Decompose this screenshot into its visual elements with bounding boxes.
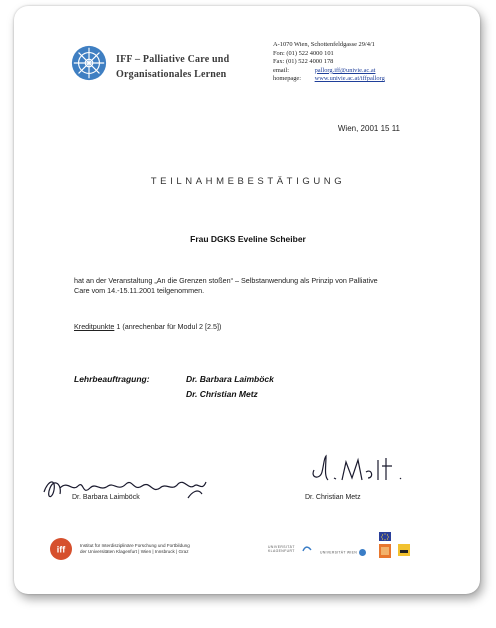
signature-name: Dr. Christian Metz [305,494,361,501]
homepage-row [273,75,423,84]
organisation-name [116,52,266,82]
footer-line-2: der Universitäten Klagenfurt | Wien | Innsbruck | Graz [80,549,189,554]
homepage-link[interactable]: www.univie.ac.at/iffpallorg [314,75,385,83]
signature-name: Dr. Barbara Laimböck [72,494,140,501]
email-row [273,67,423,76]
lecturer-name: Dr. Christian Metz [186,389,258,399]
eu-flag-logo [379,532,391,558]
partner-logo [398,544,410,556]
organisation-name-line-1: IFF – Palliative Care und [116,54,230,65]
email-label: email: [273,66,289,74]
organisation-name-line-2: Organisationales Lernen [116,69,227,80]
institute-footer [80,543,190,555]
university-logo-text: KLAGENFURT [268,549,295,553]
signature-metz [306,452,416,486]
footer-line-1: Institut für Interdisziplinäre Forschung und Fortbildung [80,543,190,548]
body-text: hat an der Veranstaltung „An die Grenzen stoßen“ – Selbstanwendung als Prinzip von Palliative Care vom 14.-15.11.2001 teilgenommen. [74,276,378,295]
svg-text:iff: iff [56,544,66,555]
university-wien-logo [320,549,366,556]
credits-line [74,322,221,331]
university-logo-text: UNIVERSITÄT WIEN [320,550,357,555]
credits-label: Kreditpunkte [74,322,115,331]
fax: Fax: (01) 522 4000 178 [273,58,334,66]
credits-text: 1 (anrechenbar für Modul 2 [2.5]) [114,322,222,331]
recipient-name: Frau DGKS Eveline Scheiber [190,234,306,244]
iff-logo [50,538,72,560]
phone: Fon: (01) 522 4000 101 [273,49,334,57]
document-title: TEILNAHMEBESTÄTIGUNG [150,176,346,187]
university-logo-text: UNIVERSITÄT [268,545,295,549]
document-date: Wien, 2001 15 11 [337,124,400,133]
address: A-1070 Wien, Schottenfeldgasse 29/4/1 [273,41,375,48]
homepage-label: homepage: [273,75,302,83]
lecturers-label: Lehrbeauftragung: [74,374,150,384]
contact-block [273,41,423,84]
globe-icon [359,549,366,556]
university-klagenfurt-logo [268,545,295,553]
palliative-care-logo [70,44,108,82]
email-link[interactable]: pallorg.iff@univie.ac.at [314,66,376,74]
lecturer-name: Dr. Barbara Laimböck [186,374,274,384]
wave-icon [302,545,312,553]
